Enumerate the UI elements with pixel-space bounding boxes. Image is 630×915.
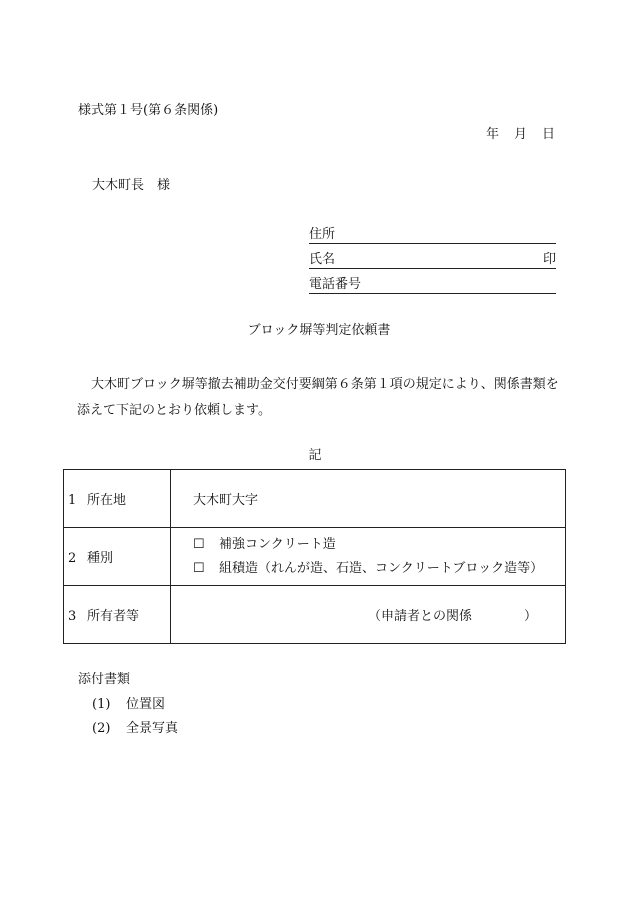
attachment-item [92,698,165,711]
name-label: 氏名 [309,252,336,267]
date-year: 年 [486,127,500,142]
attachment-text: 全景写真 [126,721,179,736]
address-field[interactable] [309,226,556,244]
row-label: 所在地 [87,493,127,508]
applicant-block [309,226,556,301]
table-row [64,528,566,586]
table-row [64,586,566,644]
date-month: 月 [514,127,528,142]
type-options-cell [171,528,566,586]
location-label-cell [64,470,171,528]
date-line [486,128,555,141]
type-option-reinforced-concrete[interactable] [193,533,565,557]
location-value-cell[interactable] [171,470,566,528]
addressee: 大木町長 様 [92,178,171,193]
type-option-masonry[interactable] [193,557,565,581]
phone-label: 電話番号 [309,277,362,292]
checkbox[interactable]: ☐ [193,536,205,552]
name-field[interactable] [309,251,556,269]
attachment-number: (2) [92,721,111,736]
row-number: 2 [68,551,77,566]
attachments-title: 添付書類 [78,672,131,687]
location-value: 大木町大字 [193,493,259,508]
request-body-text: 大木町ブロック塀等撤去補助金交付要綱第６条第１項の規定により、関係書類を添えて下記のとおり依頼します。 [77,377,559,418]
attachment-number: (1) [92,697,111,712]
type-label-cell [64,528,171,586]
attachment-item [92,722,178,735]
table-row [64,470,566,528]
form-number: 様式第１号(第６条関係) [78,103,219,118]
date-day: 日 [542,127,556,142]
checkbox[interactable]: ☐ [193,560,205,576]
phone-field[interactable] [309,276,556,294]
address-label: 住所 [309,227,336,242]
row-label: 所有者等 [87,609,140,624]
row-number: 1 [68,493,77,508]
ki-heading: 記 [308,448,322,463]
option-label: 組積造（れんが造、石造、コンクリートブロック造等） [219,560,544,576]
attachment-text: 位置図 [126,697,166,712]
owner-label-cell [64,586,171,644]
row-label: 種別 [87,551,114,566]
record-table [63,469,566,644]
seal-mark: 印 [542,252,556,267]
owner-value-cell[interactable] [171,586,566,644]
document-title: ブロック塀等判定依頼書 [247,323,391,338]
owner-relation: （申請者との関係 ） [367,609,537,624]
row-number: 3 [68,609,77,624]
option-label: 補強コンクリート造 [219,536,336,552]
